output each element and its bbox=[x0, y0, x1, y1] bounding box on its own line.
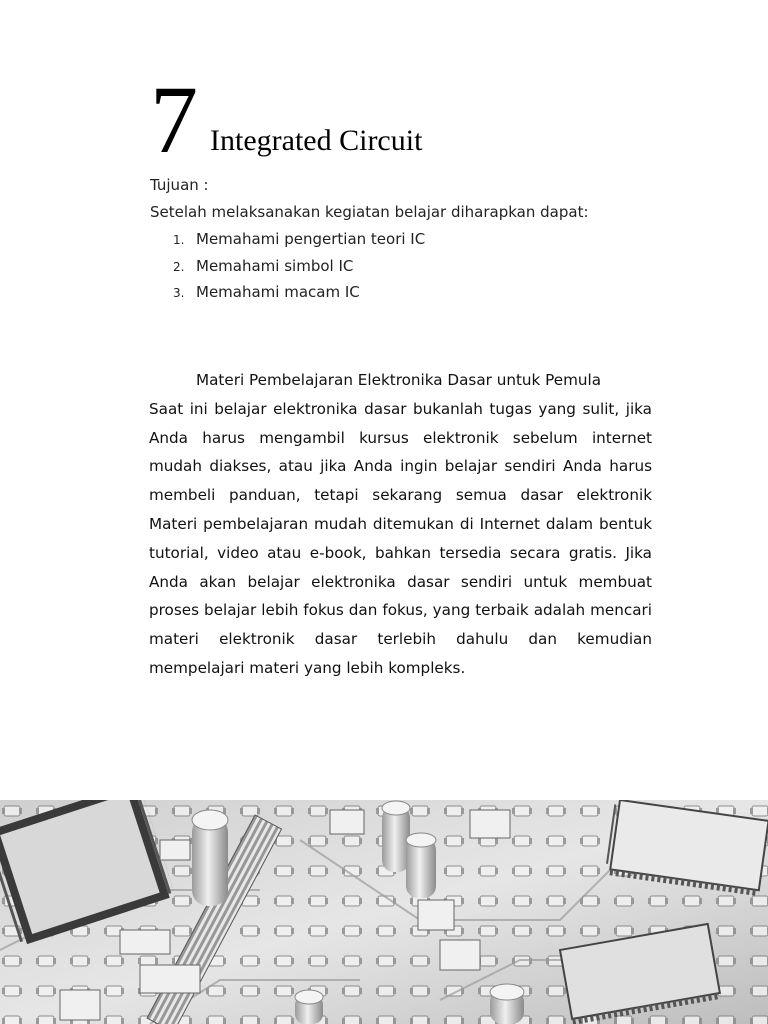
article-heading: Materi Pembelajaran Elektronika Dasar untuk Pemula bbox=[196, 371, 602, 389]
objectives-list bbox=[173, 230, 425, 310]
list-item-number: 1. bbox=[173, 233, 185, 247]
list-item-number: 2. bbox=[173, 259, 185, 274]
article-paragraph bbox=[149, 366, 652, 683]
chapter-number: 7 bbox=[150, 66, 198, 173]
article-body: Saat ini belajar elektronika dasar bukanlah tugas yang sulit, jika Anda harus mengambil kursus elektronik sebelum internet mudah diakses, atau jika Anda ingin belajar sendiri Anda harus membeli panduan, tetapi sekarang semua dasar elektronik Materi pembelajaran mudah ditemukan di Internet dalam bentuk tutorial, video atau e-book, bahkan tersedia secara gratis. Jika Anda akan belajar elektronika dasar sendiri untuk membuat proses belajar lebih fokus dan fokus, yang terbaik adalah mencari materi elektronik dasar terlebih dahulu dan kemudian mempelajari materi yang lebih kompleks. bbox=[149, 399, 652, 677]
list-item-number: 3. bbox=[173, 286, 185, 300]
chapter-title: Integrated Circuit bbox=[210, 124, 423, 157]
list-item bbox=[173, 283, 425, 310]
list-item-text: Memahami simbol IC bbox=[196, 256, 354, 275]
circuit-board-image bbox=[0, 800, 768, 1024]
objectives-intro: Setelah melaksanakan kegiatan belajar diharapkan dapat: bbox=[150, 203, 589, 221]
list-item-text: Memahami pengertian teori IC bbox=[196, 230, 426, 248]
list-item bbox=[173, 230, 425, 257]
objectives-label: Tujuan : bbox=[150, 176, 209, 194]
list-item-text: Memahami macam IC bbox=[196, 283, 360, 301]
list-item bbox=[173, 257, 425, 284]
